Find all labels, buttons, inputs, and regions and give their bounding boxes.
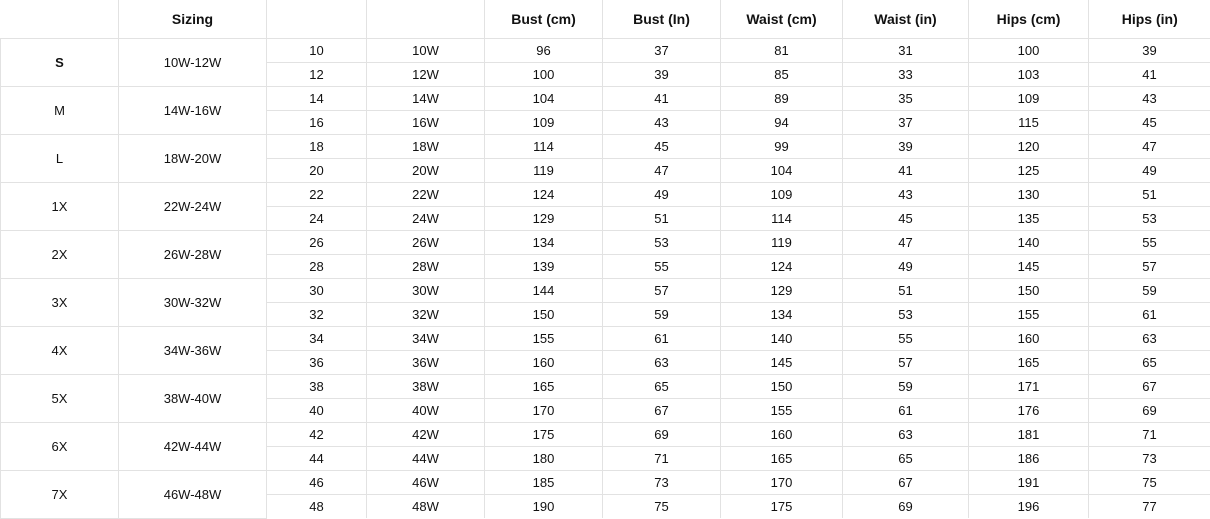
size-letter-cell: 4X xyxy=(1,327,119,375)
cell-waist-in: 31 xyxy=(843,39,969,63)
column-header-wsize xyxy=(367,0,485,39)
cell-waist-cm: 175 xyxy=(721,495,843,519)
cell-bust-in: 45 xyxy=(603,135,721,159)
cell-numeric-size: 26 xyxy=(267,231,367,255)
cell-bust-in: 61 xyxy=(603,327,721,351)
cell-w-size: 36W xyxy=(367,351,485,375)
cell-w-size: 48W xyxy=(367,495,485,519)
size-letter-cell: S xyxy=(1,39,119,87)
cell-hips-in: 43 xyxy=(1089,87,1210,111)
cell-hips-in: 55 xyxy=(1089,231,1210,255)
cell-hips-cm: 155 xyxy=(969,303,1089,327)
cell-bust-cm: 114 xyxy=(485,135,603,159)
cell-hips-in: 45 xyxy=(1089,111,1210,135)
cell-w-size: 10W xyxy=(367,39,485,63)
cell-waist-in: 53 xyxy=(843,303,969,327)
size-letter-cell: 5X xyxy=(1,375,119,423)
cell-waist-cm: 81 xyxy=(721,39,843,63)
cell-numeric-size: 38 xyxy=(267,375,367,399)
cell-bust-cm: 100 xyxy=(485,63,603,87)
cell-w-size: 46W xyxy=(367,471,485,495)
cell-bust-in: 57 xyxy=(603,279,721,303)
cell-hips-in: 41 xyxy=(1089,63,1210,87)
cell-w-size: 12W xyxy=(367,63,485,87)
cell-w-size: 42W xyxy=(367,423,485,447)
size-letter-cell: L xyxy=(1,135,119,183)
cell-waist-cm: 124 xyxy=(721,255,843,279)
cell-hips-cm: 100 xyxy=(969,39,1089,63)
cell-waist-cm: 170 xyxy=(721,471,843,495)
cell-bust-in: 65 xyxy=(603,375,721,399)
size-range-cell: 34W-36W xyxy=(119,327,267,375)
cell-hips-cm: 196 xyxy=(969,495,1089,519)
cell-waist-in: 45 xyxy=(843,207,969,231)
cell-w-size: 14W xyxy=(367,87,485,111)
cell-bust-cm: 155 xyxy=(485,327,603,351)
cell-numeric-size: 28 xyxy=(267,255,367,279)
cell-hips-in: 39 xyxy=(1089,39,1210,63)
cell-bust-in: 51 xyxy=(603,207,721,231)
cell-bust-cm: 160 xyxy=(485,351,603,375)
header-row xyxy=(1,0,1210,39)
cell-bust-in: 73 xyxy=(603,471,721,495)
cell-hips-cm: 135 xyxy=(969,207,1089,231)
cell-numeric-size: 24 xyxy=(267,207,367,231)
size-range-cell: 38W-40W xyxy=(119,375,267,423)
table-row xyxy=(1,87,1210,111)
cell-numeric-size: 42 xyxy=(267,423,367,447)
cell-numeric-size: 22 xyxy=(267,183,367,207)
table-row xyxy=(1,471,1210,495)
cell-hips-in: 49 xyxy=(1089,159,1210,183)
cell-hips-in: 51 xyxy=(1089,183,1210,207)
cell-w-size: 38W xyxy=(367,375,485,399)
cell-bust-cm: 124 xyxy=(485,183,603,207)
cell-numeric-size: 12 xyxy=(267,63,367,87)
size-range-cell: 42W-44W xyxy=(119,423,267,471)
column-header-sizing: Sizing xyxy=(119,0,267,39)
cell-w-size: 40W xyxy=(367,399,485,423)
size-range-cell: 46W-48W xyxy=(119,471,267,519)
cell-waist-in: 55 xyxy=(843,327,969,351)
cell-bust-cm: 144 xyxy=(485,279,603,303)
cell-waist-cm: 160 xyxy=(721,423,843,447)
cell-waist-cm: 89 xyxy=(721,87,843,111)
cell-numeric-size: 30 xyxy=(267,279,367,303)
cell-waist-cm: 155 xyxy=(721,399,843,423)
cell-waist-in: 39 xyxy=(843,135,969,159)
column-header-hips-in: Hips (in) xyxy=(1089,0,1210,39)
cell-numeric-size: 10 xyxy=(267,39,367,63)
cell-waist-cm: 165 xyxy=(721,447,843,471)
cell-hips-cm: 140 xyxy=(969,231,1089,255)
cell-bust-in: 71 xyxy=(603,447,721,471)
table-row xyxy=(1,279,1210,303)
cell-numeric-size: 40 xyxy=(267,399,367,423)
cell-hips-in: 47 xyxy=(1089,135,1210,159)
cell-bust-cm: 170 xyxy=(485,399,603,423)
cell-bust-cm: 129 xyxy=(485,207,603,231)
cell-numeric-size: 16 xyxy=(267,111,367,135)
cell-w-size: 20W xyxy=(367,159,485,183)
cell-bust-cm: 185 xyxy=(485,471,603,495)
cell-numeric-size: 36 xyxy=(267,351,367,375)
cell-hips-cm: 103 xyxy=(969,63,1089,87)
column-header-waist-cm: Waist (cm) xyxy=(721,0,843,39)
size-range-cell: 26W-28W xyxy=(119,231,267,279)
cell-bust-cm: 190 xyxy=(485,495,603,519)
cell-hips-cm: 160 xyxy=(969,327,1089,351)
cell-bust-cm: 180 xyxy=(485,447,603,471)
cell-numeric-size: 32 xyxy=(267,303,367,327)
cell-hips-in: 71 xyxy=(1089,423,1210,447)
cell-waist-in: 63 xyxy=(843,423,969,447)
cell-bust-cm: 119 xyxy=(485,159,603,183)
cell-numeric-size: 48 xyxy=(267,495,367,519)
size-letter-cell: 2X xyxy=(1,231,119,279)
cell-waist-in: 59 xyxy=(843,375,969,399)
cell-w-size: 32W xyxy=(367,303,485,327)
cell-hips-cm: 130 xyxy=(969,183,1089,207)
cell-bust-in: 41 xyxy=(603,87,721,111)
size-range-cell: 22W-24W xyxy=(119,183,267,231)
size-range-cell: 18W-20W xyxy=(119,135,267,183)
cell-hips-cm: 186 xyxy=(969,447,1089,471)
cell-hips-cm: 150 xyxy=(969,279,1089,303)
cell-hips-in: 73 xyxy=(1089,447,1210,471)
cell-hips-cm: 125 xyxy=(969,159,1089,183)
cell-waist-cm: 114 xyxy=(721,207,843,231)
cell-bust-in: 43 xyxy=(603,111,721,135)
cell-waist-cm: 99 xyxy=(721,135,843,159)
cell-bust-in: 75 xyxy=(603,495,721,519)
cell-hips-in: 67 xyxy=(1089,375,1210,399)
cell-hips-in: 59 xyxy=(1089,279,1210,303)
cell-waist-in: 67 xyxy=(843,471,969,495)
column-header-hips-cm: Hips (cm) xyxy=(969,0,1089,39)
cell-hips-cm: 165 xyxy=(969,351,1089,375)
cell-bust-in: 37 xyxy=(603,39,721,63)
cell-hips-cm: 176 xyxy=(969,399,1089,423)
cell-numeric-size: 14 xyxy=(267,87,367,111)
table-row xyxy=(1,375,1210,399)
size-range-cell: 10W-12W xyxy=(119,39,267,87)
cell-bust-cm: 150 xyxy=(485,303,603,327)
size-letter-cell: 6X xyxy=(1,423,119,471)
size-range-cell: 14W-16W xyxy=(119,87,267,135)
column-header-bust-cm: Bust (cm) xyxy=(485,0,603,39)
size-letter-cell: 3X xyxy=(1,279,119,327)
cell-bust-cm: 104 xyxy=(485,87,603,111)
cell-waist-in: 69 xyxy=(843,495,969,519)
cell-hips-in: 57 xyxy=(1089,255,1210,279)
cell-numeric-size: 44 xyxy=(267,447,367,471)
cell-bust-in: 47 xyxy=(603,159,721,183)
cell-hips-cm: 191 xyxy=(969,471,1089,495)
cell-w-size: 34W xyxy=(367,327,485,351)
cell-hips-cm: 171 xyxy=(969,375,1089,399)
cell-bust-cm: 165 xyxy=(485,375,603,399)
column-header-waist-in: Waist (in) xyxy=(843,0,969,39)
cell-hips-in: 63 xyxy=(1089,327,1210,351)
cell-hips-cm: 145 xyxy=(969,255,1089,279)
cell-waist-in: 57 xyxy=(843,351,969,375)
cell-w-size: 22W xyxy=(367,183,485,207)
cell-waist-cm: 134 xyxy=(721,303,843,327)
cell-hips-in: 53 xyxy=(1089,207,1210,231)
cell-hips-in: 69 xyxy=(1089,399,1210,423)
cell-bust-cm: 139 xyxy=(485,255,603,279)
cell-hips-cm: 115 xyxy=(969,111,1089,135)
cell-waist-cm: 85 xyxy=(721,63,843,87)
table-row xyxy=(1,423,1210,447)
cell-w-size: 30W xyxy=(367,279,485,303)
cell-waist-in: 47 xyxy=(843,231,969,255)
cell-bust-in: 49 xyxy=(603,183,721,207)
cell-hips-in: 65 xyxy=(1089,351,1210,375)
cell-w-size: 16W xyxy=(367,111,485,135)
cell-waist-in: 35 xyxy=(843,87,969,111)
cell-bust-in: 59 xyxy=(603,303,721,327)
cell-hips-cm: 181 xyxy=(969,423,1089,447)
table-row xyxy=(1,183,1210,207)
cell-waist-in: 37 xyxy=(843,111,969,135)
cell-waist-in: 33 xyxy=(843,63,969,87)
cell-w-size: 24W xyxy=(367,207,485,231)
cell-waist-in: 65 xyxy=(843,447,969,471)
table-row xyxy=(1,39,1210,63)
cell-waist-in: 41 xyxy=(843,159,969,183)
cell-bust-in: 55 xyxy=(603,255,721,279)
table-header xyxy=(1,0,1210,39)
cell-bust-in: 39 xyxy=(603,63,721,87)
cell-waist-in: 51 xyxy=(843,279,969,303)
column-header-bust-in: Bust (In) xyxy=(603,0,721,39)
cell-bust-in: 67 xyxy=(603,399,721,423)
cell-w-size: 26W xyxy=(367,231,485,255)
size-letter-cell: 7X xyxy=(1,471,119,519)
size-range-cell: 30W-32W xyxy=(119,279,267,327)
cell-bust-in: 69 xyxy=(603,423,721,447)
cell-waist-in: 61 xyxy=(843,399,969,423)
cell-waist-cm: 145 xyxy=(721,351,843,375)
cell-hips-in: 75 xyxy=(1089,471,1210,495)
cell-waist-cm: 129 xyxy=(721,279,843,303)
cell-bust-cm: 134 xyxy=(485,231,603,255)
column-header-blank xyxy=(1,0,119,39)
cell-bust-in: 53 xyxy=(603,231,721,255)
cell-numeric-size: 34 xyxy=(267,327,367,351)
cell-waist-cm: 109 xyxy=(721,183,843,207)
column-header-numeric xyxy=(267,0,367,39)
cell-waist-cm: 94 xyxy=(721,111,843,135)
size-letter-cell: M xyxy=(1,87,119,135)
cell-bust-cm: 175 xyxy=(485,423,603,447)
cell-waist-in: 43 xyxy=(843,183,969,207)
cell-bust-in: 63 xyxy=(603,351,721,375)
cell-numeric-size: 20 xyxy=(267,159,367,183)
cell-bust-cm: 96 xyxy=(485,39,603,63)
cell-w-size: 18W xyxy=(367,135,485,159)
cell-numeric-size: 46 xyxy=(267,471,367,495)
cell-hips-cm: 120 xyxy=(969,135,1089,159)
cell-waist-cm: 150 xyxy=(721,375,843,399)
cell-numeric-size: 18 xyxy=(267,135,367,159)
cell-waist-cm: 140 xyxy=(721,327,843,351)
table-body xyxy=(1,39,1210,519)
table-row xyxy=(1,135,1210,159)
cell-waist-cm: 119 xyxy=(721,231,843,255)
table-row xyxy=(1,327,1210,351)
size-letter-cell: 1X xyxy=(1,183,119,231)
cell-w-size: 44W xyxy=(367,447,485,471)
cell-hips-in: 77 xyxy=(1089,495,1210,519)
cell-waist-in: 49 xyxy=(843,255,969,279)
cell-w-size: 28W xyxy=(367,255,485,279)
cell-bust-cm: 109 xyxy=(485,111,603,135)
cell-hips-in: 61 xyxy=(1089,303,1210,327)
cell-waist-cm: 104 xyxy=(721,159,843,183)
table-row xyxy=(1,231,1210,255)
cell-hips-cm: 109 xyxy=(969,87,1089,111)
